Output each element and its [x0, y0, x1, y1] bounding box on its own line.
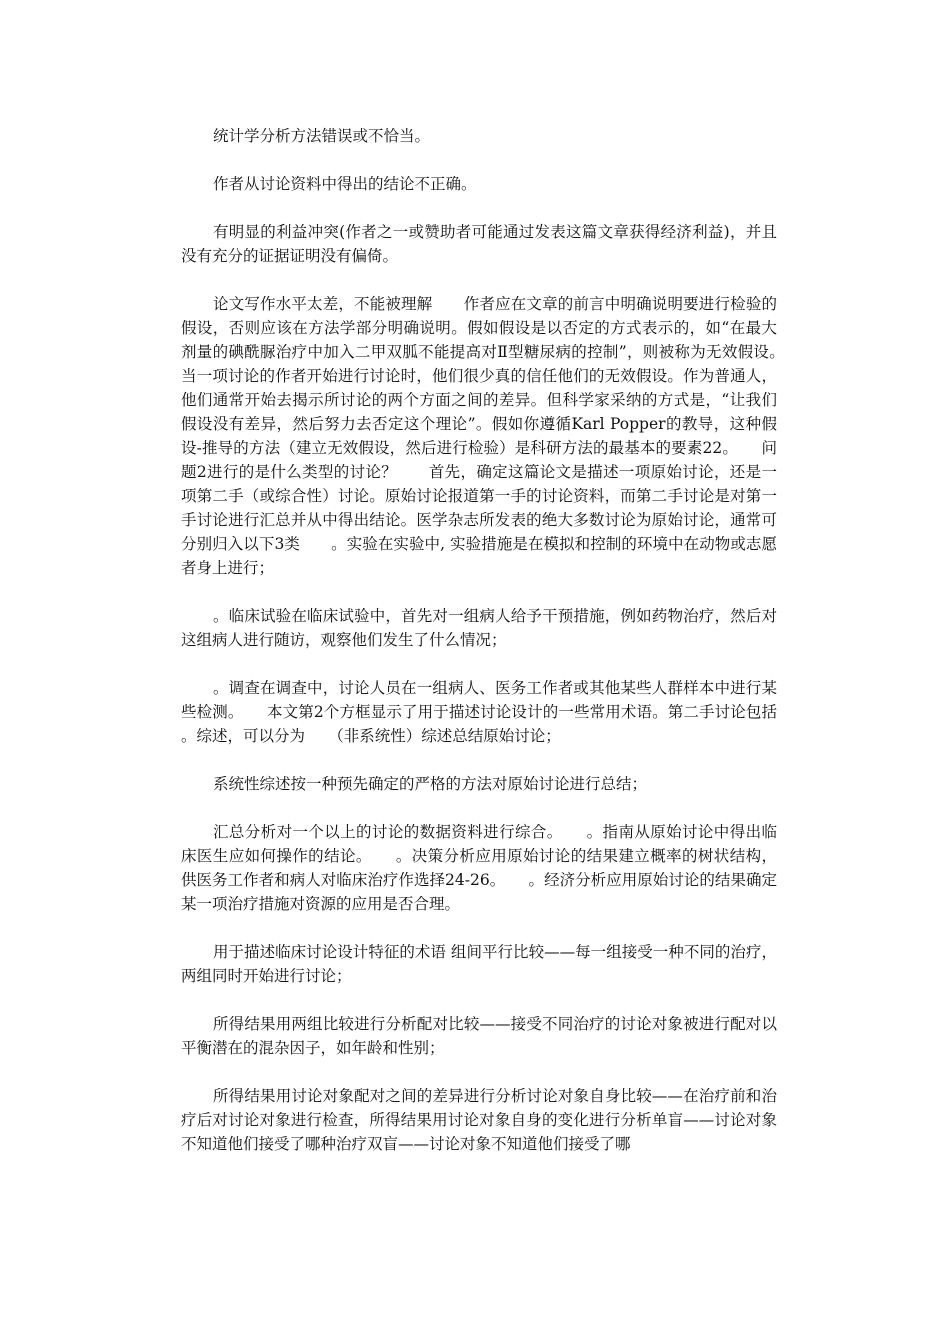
paragraph: 有明显的利益冲突(作者之一或赞助者可能通过发表这篇文章获得经济利益)，并且没有充分的证据证明没有偏倚。	[181, 223, 777, 265]
paragraph: 所得结果用讨论对象配对之间的差异进行分析讨论对象自身比较——在治疗前和治疗后对讨论对象进行检查，所得结果用讨论对象自身的变化进行分析单盲——讨论对象不知道他们接受了哪种治疗双盲——讨论对象不知道他们接受了哪	[181, 1087, 777, 1153]
paragraph: 所得结果用两组比较进行分析配对比较——接受不同治疗的讨论对象被进行配对以平衡潜在的混杂因子，如年龄和性别；	[181, 1015, 777, 1057]
paragraph: 作者从讨论资料中得出的结论不正确。	[213, 175, 477, 193]
paragraph: 汇总分析对一个以上的讨论的数据资料进行综合。 。指南从原始讨论中得出临床医生应如何操作的结论。 。决策分析应用原始讨论的结果建立概率的树状结构，供医务工作者和病人对临床治疗作选择24-26。 。经济分析应用原始讨论的结果确定某一项治疗措施对资源的应用是否合理。	[181, 823, 777, 913]
paragraph: 用于描述临床讨论设计特征的术语 组间平行比较——每一组接受一种不同的治疗，两组同时开始进行讨论；	[181, 943, 777, 985]
paragraph: 。调查在调查中，讨论人员在一组病人、医务工作者或其他某些人群样本中进行某些检测。 本文第2个方框显示了用于描述讨论设计的一些常用术语。第二手讨论包括 。综述，可以分为 （非系统性）综述总结原始讨论；	[181, 679, 809, 745]
paragraph: 论文写作水平太差，不能被理解 作者应在文章的前言中明确说明要进行检验的假设，否则应该在方法学部分明确说明。假如假设是以否定的方式表示的，如“在最大剂量的碘酰脲治疗中加入二甲双胍不能提高对Ⅱ型糖尿病的控制”，则被称为无效假设。 当一项讨论的作者开始进行讨论时，他们很少真的信任他们的无效假设。作为普通人，他们通常开始去揭示所讨论的两个方面之间的差异。但科学家采纳的方式是，“让我们假设没有差异，然后努力去否定这个理论”。假如你遵循Karl Popper的教导，这种假设-推导的方法（建立无效假设，然后进行检验）是科研方法的最基本的要素22。 问题2进行的是什么类型的讨论？ 首先，确定这篇论文是描述一项原始讨论，还是一项第二手（或综合性）讨论。原始讨论报道第一手的讨论资料，而第二手讨论是对第一手讨论进行汇总并从中得出结论。医学杂志所发表的绝大多数讨论为原始讨论，通常可分别归入以下3类 。实验在实验中, 实验措施是在模拟和控制的环境中在动物或志愿者身上进行；	[181, 295, 809, 577]
paragraph: 系统性综述按一种预先确定的严格的方法对原始讨论进行总结；	[213, 775, 648, 793]
document-body	[181, 124, 809, 1180]
paragraph: 统计学分析方法错误或不恰当。	[213, 127, 431, 145]
paragraph: 。临床试验在临床试验中，首先对一组病人给予干预措施，例如药物治疗，然后对这组病人进行随访，观察他们发生了什么情况；	[181, 607, 777, 649]
